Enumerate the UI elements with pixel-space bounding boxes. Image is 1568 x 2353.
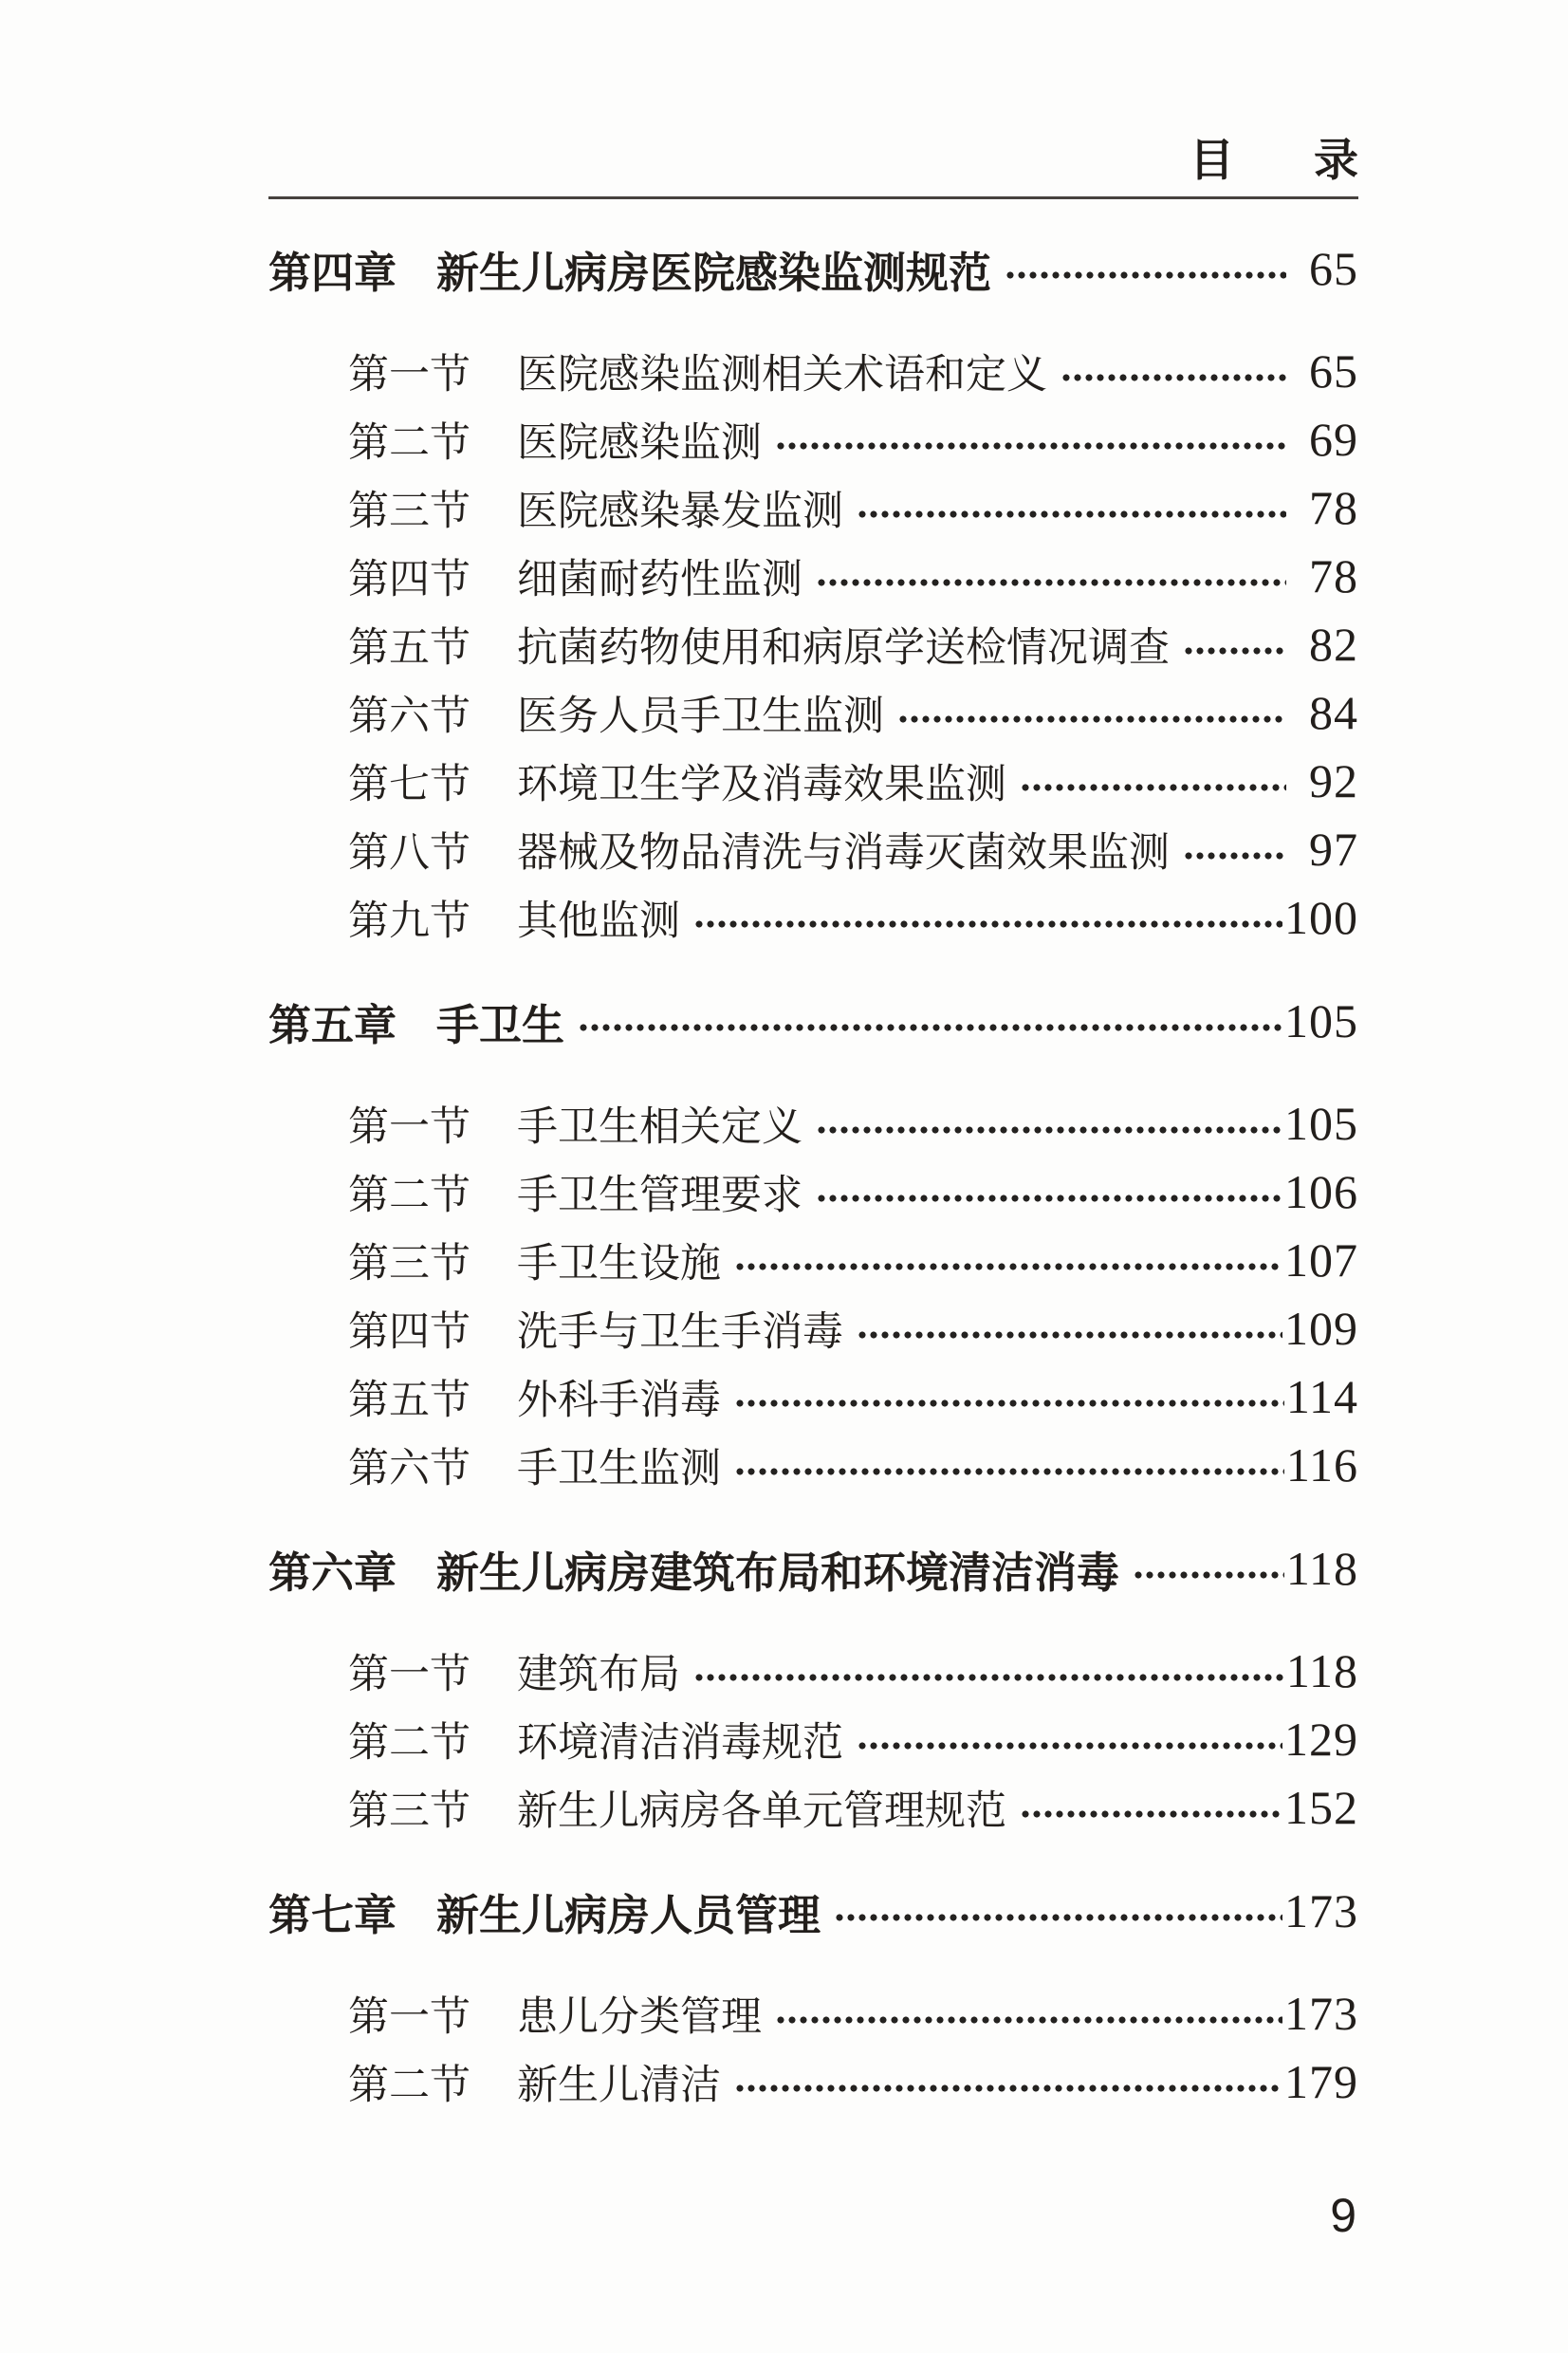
toc-section-row xyxy=(268,1226,1358,1294)
section-title: 医院感染监测 xyxy=(517,420,762,466)
toc-chapter-row xyxy=(268,987,1358,1055)
section-page-number: 84 xyxy=(1309,686,1358,739)
section-label: 第五节 xyxy=(348,1378,470,1423)
section-page-number: 82 xyxy=(1309,618,1358,671)
toc-chapter-row xyxy=(268,1534,1358,1603)
toc-section-row xyxy=(268,2047,1358,2116)
section-page-number: 97 xyxy=(1309,823,1358,876)
dot-leader xyxy=(834,1914,1282,1921)
chapter-title: 新生儿病房建筑布局和环境清洁消毒 xyxy=(436,1547,1120,1597)
section-label: 第八节 xyxy=(348,830,470,876)
section-label: 第三节 xyxy=(348,489,470,534)
section-label: 第一节 xyxy=(348,1652,470,1697)
toc-section-row xyxy=(268,815,1358,883)
dot-leader xyxy=(897,715,1286,723)
toc-section-row xyxy=(268,1158,1358,1226)
toc-section-row xyxy=(268,473,1358,542)
toc-section-row xyxy=(268,1294,1358,1362)
toc-section-row xyxy=(268,1773,1358,1842)
section-title: 新生儿病房各单元管理规范 xyxy=(517,1788,1006,1834)
toc-chapter-row xyxy=(268,234,1358,303)
section-page-number: 78 xyxy=(1309,481,1358,534)
page-content xyxy=(268,0,1358,2116)
toc-section-row xyxy=(268,1089,1358,1158)
section-page-number: 65 xyxy=(1309,344,1358,398)
dot-leader xyxy=(1061,374,1286,381)
section-label: 第一节 xyxy=(348,352,470,398)
section-page-number: 69 xyxy=(1309,413,1358,466)
chapter-page-number: 173 xyxy=(1284,1884,1358,1937)
section-label: 第二节 xyxy=(348,420,470,466)
dot-leader xyxy=(734,1263,1282,1270)
section-page-number: 106 xyxy=(1284,1165,1358,1218)
section-label: 第四节 xyxy=(348,1309,470,1355)
section-title: 外科手消毒 xyxy=(517,1378,721,1423)
chapter-title: 新生儿病房医院感染监测规范 xyxy=(436,248,992,297)
chapter-label: 第六章 xyxy=(268,1547,397,1597)
toc-section-row xyxy=(268,542,1358,610)
toc-section-row xyxy=(268,883,1358,952)
dot-leader xyxy=(816,1195,1282,1202)
section-title: 器械及物品清洗与消毒灭菌效果监测 xyxy=(517,830,1170,876)
toc-section-row xyxy=(268,337,1358,405)
dot-leader xyxy=(1020,784,1286,791)
toc xyxy=(268,234,1358,2116)
dot-leader xyxy=(734,1399,1284,1407)
section-page-number: 173 xyxy=(1284,1987,1358,2040)
section-title: 建筑布局 xyxy=(517,1652,680,1697)
toc-section-row xyxy=(268,405,1358,473)
section-page-number: 109 xyxy=(1284,1302,1358,1355)
dot-leader xyxy=(857,1331,1282,1339)
dot-leader xyxy=(1005,271,1286,279)
dot-leader xyxy=(1183,852,1286,860)
section-page-number: 118 xyxy=(1285,1644,1358,1697)
section-page-number: 100 xyxy=(1284,891,1358,944)
section-title: 其他监测 xyxy=(517,899,680,944)
dot-leader xyxy=(734,2084,1282,2092)
page-title-char-mu: 目 xyxy=(1190,137,1234,186)
section-label: 第三节 xyxy=(348,1788,470,1834)
section-title: 新生儿清洁 xyxy=(517,2063,721,2108)
section-page-number: 92 xyxy=(1309,754,1358,807)
dot-leader xyxy=(1183,647,1286,655)
dot-leader xyxy=(857,1742,1282,1750)
page-title xyxy=(268,139,1358,184)
chapter-label: 第四章 xyxy=(268,248,397,297)
section-page-number: 116 xyxy=(1285,1438,1358,1491)
dot-leader xyxy=(857,510,1286,518)
section-title: 环境卫生学及消毒效果监测 xyxy=(517,762,1006,807)
toc-section-row xyxy=(268,1362,1358,1431)
section-page-number: 107 xyxy=(1284,1233,1358,1287)
toc-section-row xyxy=(268,1979,1358,2047)
chapter-page-number: 105 xyxy=(1284,994,1358,1047)
chapter-title: 新生儿病房人员管理 xyxy=(436,1890,821,1939)
header-rule xyxy=(268,196,1358,199)
section-page-number: 179 xyxy=(1284,2055,1358,2108)
chapter-label: 第五章 xyxy=(268,1000,397,1049)
dot-leader xyxy=(775,2016,1282,2024)
section-label: 第二节 xyxy=(348,2063,470,2108)
section-title: 细菌耐药性监测 xyxy=(517,557,802,602)
section-title: 患儿分类管理 xyxy=(517,1994,762,2040)
section-label: 第六节 xyxy=(348,1446,470,1491)
section-label: 第七节 xyxy=(348,762,470,807)
chapter-label: 第七章 xyxy=(268,1890,397,1939)
section-label: 第四节 xyxy=(348,557,470,602)
chapter-page-number: 65 xyxy=(1309,242,1358,295)
section-page-number: 114 xyxy=(1285,1370,1358,1423)
dot-leader xyxy=(1020,1810,1282,1818)
toc-section-row xyxy=(268,678,1358,747)
section-title: 手卫生设施 xyxy=(517,1241,721,1287)
section-title: 手卫生相关定义 xyxy=(517,1104,802,1150)
section-page-number: 105 xyxy=(1284,1097,1358,1150)
section-title: 洗手与卫生手消毒 xyxy=(517,1309,843,1355)
dot-leader xyxy=(816,1126,1282,1134)
section-title: 医院感染监测相关术语和定义 xyxy=(517,352,1047,398)
section-title: 手卫生管理要求 xyxy=(517,1173,802,1218)
toc-section-row xyxy=(268,747,1358,815)
section-title: 抗菌药物使用和病原学送检情况调查 xyxy=(517,625,1170,671)
section-label: 第三节 xyxy=(348,1241,470,1287)
section-title: 手卫生监测 xyxy=(517,1446,721,1491)
section-page-number: 152 xyxy=(1284,1781,1358,1834)
toc-section-row xyxy=(268,1431,1358,1499)
section-label: 第二节 xyxy=(348,1720,470,1766)
section-title: 医务人员手卫生监测 xyxy=(517,694,884,739)
section-title: 医院感染暴发监测 xyxy=(517,489,843,534)
section-page-number: 78 xyxy=(1309,549,1358,602)
chapter-page-number: 118 xyxy=(1285,1542,1358,1595)
section-label: 第二节 xyxy=(348,1173,470,1218)
toc-section-row xyxy=(268,1705,1358,1773)
toc-section-row xyxy=(268,610,1358,678)
section-label: 第五节 xyxy=(348,625,470,671)
section-label: 第一节 xyxy=(348,1994,470,2040)
folio-page-number: 9 xyxy=(1330,2189,1356,2242)
toc-section-row xyxy=(268,1637,1358,1705)
dot-leader xyxy=(734,1468,1284,1475)
dot-leader xyxy=(775,442,1286,450)
dot-leader xyxy=(693,920,1282,928)
section-page-number: 129 xyxy=(1284,1713,1358,1766)
page-title-char-lu: 录 xyxy=(1314,137,1358,186)
dot-leader xyxy=(816,579,1286,586)
dot-leader xyxy=(1133,1571,1284,1579)
section-label: 第六节 xyxy=(348,694,470,739)
dot-leader xyxy=(578,1024,1282,1031)
dot-leader xyxy=(693,1674,1284,1681)
toc-chapter-row xyxy=(268,1877,1358,1945)
chapter-title: 手卫生 xyxy=(436,1000,565,1049)
section-label: 第一节 xyxy=(348,1104,470,1150)
section-label: 第九节 xyxy=(348,899,470,944)
section-title: 环境清洁消毒规范 xyxy=(517,1720,843,1766)
